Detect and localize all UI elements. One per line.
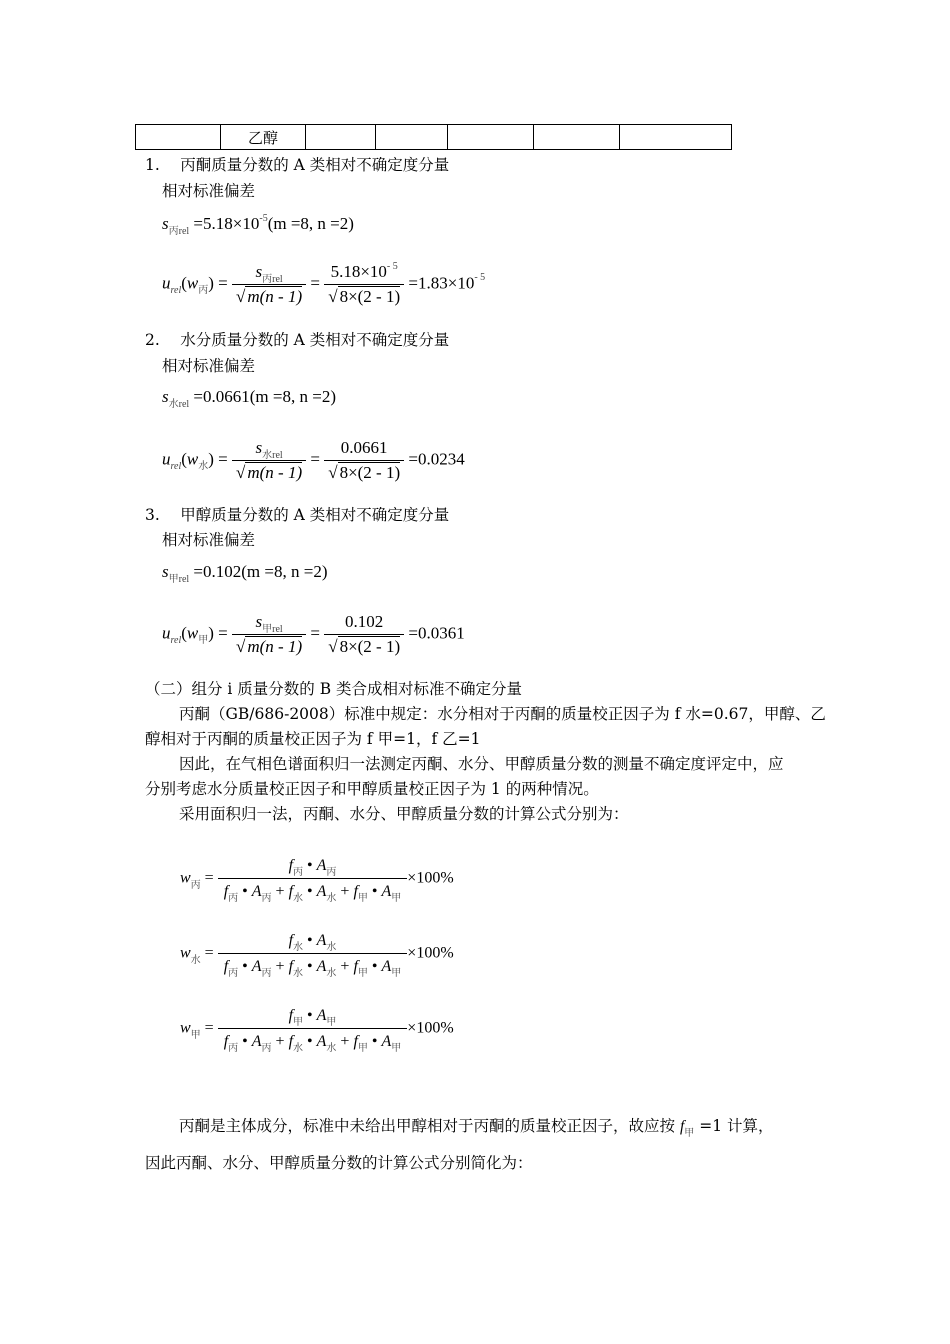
equation-u-water: $u_{rel}(w_水)$ = $\frac{s_{水rel}}{√ m(n - 1)}$ = $\frac{0.0661}{√ 8\times(2 - 1)}$ =0.0234 [162, 438, 465, 482]
var-s: s [162, 214, 169, 233]
sqrt-radicand: m(n - 1) [247, 287, 303, 306]
sqrt-radicand: 8×(2 - 1) [339, 287, 401, 306]
numerator: 0.102 [345, 612, 384, 631]
var-w: w [186, 623, 199, 643]
var-subscript: 甲 [684, 1128, 695, 1139]
var-f: f [288, 932, 294, 949]
var-w: w [186, 273, 199, 293]
mass-fraction-formula: $w_丙$ = $\frac{f_丙 • A_丙}{f_丙 • A_丙 + f_水 • A_水 + f_甲 • A_甲}$ ×100% [180, 857, 454, 904]
var-subscript: 甲 [357, 1043, 368, 1054]
equation-value: =0.0661(m =8, n =2) [193, 387, 336, 406]
mass-fraction-formula: $w_水$ = $\frac{f_水 • A_水}{f_丙 • A_丙 + f_水 • A_水 + f_甲 • A_甲}$ ×100% [180, 932, 454, 979]
paragraph-text: 计算， [727, 1117, 774, 1135]
var-f: f [288, 1033, 294, 1050]
equation-u-acetone: $u_{rel}(w_丙)$ = $\frac{s_{丙rel}}{√ m(n - 1)}$ = $\frac{5.18\times 10^{- 5}}{√ 8\times(2 - 1)}$ $=1.83\times 10^{- 5}$ [162, 261, 486, 306]
var-a: A [316, 857, 327, 874]
var-a: A [381, 958, 392, 975]
var-subscript: 甲 [190, 1029, 201, 1041]
var-f: f [288, 1007, 294, 1024]
var-f: f [223, 883, 229, 900]
table-cell: 乙醇 [221, 125, 306, 150]
part-heading: （二）组分 i 质量分数的 B 类合成相对标准不确定分量 [145, 680, 523, 698]
var-w: w [180, 1019, 191, 1037]
table-cell [376, 125, 448, 150]
equation-s-water [162, 387, 336, 410]
var-f: f [223, 958, 229, 975]
var-f: f [288, 958, 294, 975]
denominator: $f_丙$ • $A_丙 + f_水$ • $A_水 + f_甲$ • $A_甲$ [218, 953, 408, 976]
var-f: f [353, 958, 358, 975]
var-subscript: 丙 [228, 1043, 239, 1054]
numerator: $f_甲$ • $A_甲$ [288, 1007, 337, 1028]
equation-exponent: -5 [259, 213, 268, 224]
var-subscript: 甲 [293, 1017, 304, 1028]
fraction: $\frac{s_{水rel}}{√ m(n - 1)}$ [232, 438, 306, 483]
var-s: s [162, 562, 169, 581]
var-subscript: 甲 [391, 1043, 402, 1054]
sqrt-radicand: m(n - 1) [247, 463, 303, 482]
var-subscript: 丙 [228, 968, 239, 979]
equation-value: =0.102(m =8, n =2) [193, 562, 328, 581]
var-w: w [180, 944, 191, 962]
var-subscript: 甲 [357, 968, 368, 979]
var-subscript: 甲rel [168, 574, 190, 585]
table-row [136, 125, 732, 150]
var-subscript: 水 [293, 893, 304, 904]
table-cell [534, 125, 620, 150]
var-s: s [255, 438, 263, 457]
var-subscript: 水 [293, 1043, 304, 1054]
sqrt-radicand: 8×(2 - 1) [339, 637, 401, 656]
var-subscript: 水 [190, 954, 201, 966]
var-subscript: rel [170, 285, 182, 297]
var-subscript: 丙 [261, 893, 272, 904]
table-cell [448, 125, 534, 150]
equation-params: (m =8, n =2) [267, 214, 354, 233]
var-subscript: 甲 [391, 968, 402, 979]
section-subheading: 相对标准偏差 [162, 357, 256, 375]
var-u: u [162, 623, 171, 643]
equation-value: =1 [699, 1117, 723, 1135]
section-heading: 2. 水分质量分数的 A 类相对不确定度分量 [145, 331, 450, 349]
var-subscript: 水 [198, 461, 209, 473]
data-table [135, 124, 732, 150]
var-a: A [316, 932, 327, 949]
paragraph-line: 丙酮（GB/686-2008）标准中规定：水分相对于丙酮的质量校正因子为 f 水=0.67，甲醇、乙 [179, 705, 826, 723]
var-f: f [223, 1033, 229, 1050]
var-a: A [381, 1033, 392, 1050]
numerator: $f_丙$ • $A_丙$ [288, 857, 337, 878]
sqrt-radicand: 8×(2 - 1) [339, 463, 401, 482]
fraction: $\frac{0.0661}{√ 8\times(2 - 1)}$ [324, 438, 404, 483]
result-exponent: - 5 [474, 272, 486, 284]
var-subscript: 水 [326, 968, 337, 979]
var-subscript: 水 [293, 942, 304, 953]
denominator: $f_丙$ • $A_丙 + f_水$ • $A_水 + f_甲$ • $A_甲$ [218, 878, 408, 901]
var-a: A [251, 1033, 262, 1050]
times-100-percent: ×100% [407, 944, 454, 962]
var-a: A [316, 1033, 327, 1050]
var-subscript: 丙 [198, 285, 209, 297]
var-subscript: 丙 [261, 968, 272, 979]
var-w: w [180, 869, 191, 887]
paragraph-line: 采用面积归一法，丙酮、水分、甲醇质量分数的计算公式分别为： [179, 805, 629, 823]
fraction: $\frac{5.18\times 10^{- 5}}{√ 8\times(2 - 1)}$ [324, 262, 404, 307]
var-subscript: 丙 [293, 867, 304, 878]
numerator-exponent: - 5 [386, 261, 398, 272]
fraction [218, 1007, 408, 1054]
table-cell [306, 125, 376, 150]
var-f: f [353, 883, 358, 900]
sqrt-radicand: m(n - 1) [247, 637, 303, 656]
fraction: $\frac{0.102}{√ 8\times(2 - 1)}$ [324, 612, 404, 657]
var-f: f [679, 1118, 685, 1135]
var-a: A [381, 883, 392, 900]
var-subscript: rel [170, 461, 182, 473]
var-subscript: rel [170, 635, 182, 647]
table-cell [620, 125, 732, 150]
var-subscript: 甲 [391, 893, 402, 904]
var-subscript: 甲rel [262, 624, 283, 635]
section-heading: 3. 甲醇质量分数的 A 类相对不确定度分量 [145, 506, 450, 524]
section-subheading: 相对标准偏差 [162, 531, 256, 549]
var-subscript: 丙 [326, 867, 337, 878]
fraction: $\frac{s_{丙rel}}{√ m(n - 1)}$ [232, 262, 306, 307]
section-heading: 1. 丙酮质量分数的 A 类相对不确定度分量 [145, 156, 450, 174]
var-subscript: 丙rel [168, 226, 190, 237]
var-subscript: 水rel [168, 399, 190, 410]
var-w: w [186, 449, 199, 469]
numerator: 5.18×10 [330, 262, 387, 281]
paragraph-line: 因此丙酮、水分、甲醇质量分数的计算公式分别简化为： [145, 1154, 533, 1172]
var-a: A [316, 958, 327, 975]
equation-result: =0.0234 [408, 449, 465, 469]
var-s: s [255, 612, 263, 631]
equation-result: =1.83×10 [408, 273, 475, 293]
paragraph-line: 分别考虑水分质量校正因子和甲醇质量校正因子为 1 的两种情况。 [145, 780, 599, 798]
equation-s-methanol [162, 562, 328, 585]
section-subheading: 相对标准偏差 [162, 182, 256, 200]
paragraph-line: 因此，在气相色谱面积归一法测定丙酮、水分、甲醇质量分数的测量不确定度评定中，应 [179, 755, 784, 773]
var-u: u [162, 273, 171, 293]
var-subscript: 丙 [228, 893, 239, 904]
var-s: s [255, 262, 263, 281]
var-subscript: 丙 [261, 1043, 272, 1054]
var-s: s [162, 387, 169, 406]
equation-u-methanol: $u_{rel}(w_甲)$ = $\frac{s_{甲rel}}{√ m(n - 1)}$ = $\frac{0.102}{√ 8\times(2 - 1)}$ =0.0361 [162, 612, 465, 656]
equation-result: =0.0361 [408, 623, 465, 643]
var-a: A [251, 883, 262, 900]
var-f: f [353, 1033, 358, 1050]
var-subscript: 水 [326, 942, 337, 953]
var-subscript: 水 [293, 968, 304, 979]
denominator: $f_丙$ • $A_丙 + f_水$ • $A_水 + f_甲$ • $A_甲$ [218, 1028, 408, 1051]
var-subscript: 丙 [190, 879, 201, 891]
table-cell [136, 125, 221, 150]
numerator: $f_水$ • $A_水$ [288, 932, 337, 953]
var-a: A [316, 1007, 327, 1024]
var-u: u [162, 449, 171, 469]
var-subscript: 水rel [262, 450, 283, 461]
equation-value: =5.18×10 [193, 214, 260, 233]
var-f: f [288, 883, 294, 900]
numerator: 0.0661 [340, 438, 388, 457]
var-subscript: 水 [326, 893, 337, 904]
var-subscript: 甲 [198, 635, 209, 647]
paragraph-line [179, 1114, 774, 1139]
times-100-percent: ×100% [407, 1019, 454, 1037]
var-f: f [288, 857, 294, 874]
fraction: $\frac{s_{甲rel}}{√ m(n - 1)}$ [232, 612, 306, 657]
mass-fraction-formula: $w_甲$ = $\frac{f_甲 • A_甲}{f_丙 • A_丙 + f_水 • A_水 + f_甲 • A_甲}$ ×100% [180, 1007, 454, 1054]
paragraph-text: 丙酮是主体成分，标准中未给出甲醇相对于丙酮的质量校正因子，故应按 [179, 1117, 676, 1135]
var-subscript: 甲 [326, 1017, 337, 1028]
var-a: A [251, 958, 262, 975]
fraction [218, 932, 408, 979]
paragraph-line: 醇相对于丙酮的质量校正因子为 f 甲=1，f 乙=1 [145, 730, 481, 748]
times-100-percent: ×100% [407, 869, 454, 887]
var-subscript: 丙rel [262, 274, 283, 285]
fraction [218, 857, 408, 904]
equation-s-acetone [162, 213, 354, 237]
var-a: A [316, 883, 327, 900]
var-subscript: 水 [326, 1043, 337, 1054]
var-subscript: 甲 [357, 893, 368, 904]
